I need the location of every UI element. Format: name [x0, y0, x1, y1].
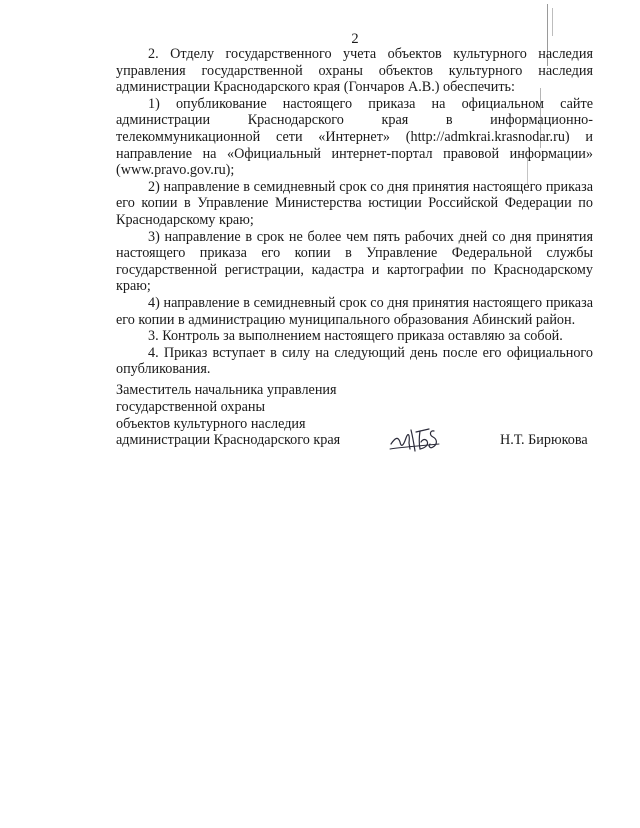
signatory-position-line: администрации Краснодарского края — [116, 432, 341, 449]
signatory-name: Н.Т. Бирюкова — [500, 432, 588, 448]
signatory-position-line: государственной охраны — [116, 398, 266, 415]
paragraph-subitem-1: 1) опубликование настоящего приказа на официальном сайте администрации Краснодарского края в информационно-телекоммуникационной сети «Интернет» (http://admkrai.krasnodar.ru) и направление на «Официальный интернет-портал правовой информации» (www.pravo.gov.ru); — [116, 95, 593, 179]
paragraph-subitem-2: 2) направление в семидневный срок со дня принятия настоящего приказа его копии в Управление Министерства юстиции Российской Федерации по Краснодарскому краю; — [116, 178, 593, 228]
signatory-position-line: Заместитель начальника управления — [116, 382, 337, 398]
paragraph-item-4: 4. Приказ вступает в силу на следующий день после его официального опубликования. — [116, 344, 593, 378]
paragraph-subitem-4: 4) направление в семидневный срок со дня принятия настоящего приказа его копии в администрацию муниципального образования Абинский район. — [116, 294, 593, 328]
paragraph-subitem-3: 3) направление в срок не более чем пять рабочих дней со дня принятия настоящего приказа его копии в Управление Федеральной службы государственной регистрации, кадастра и картографии по Краснодарскому краю; — [116, 228, 593, 295]
paragraph-item-2: 2. Отделу государственного учета объектов культурного наследия управления государственной охраны объектов культурного наследия администрации Краснодарского края (Гончаров А.В.) обеспечить: — [116, 46, 593, 96]
handwritten-signature — [389, 418, 461, 458]
document-body — [116, 46, 593, 378]
paragraph-item-3: 3. Контроль за выполнением настоящего приказа оставляю за собой. — [148, 328, 563, 345]
page-number: 2 — [351, 31, 359, 47]
signatory-position-line: объектов культурного наследия — [116, 415, 306, 432]
signatory-position — [116, 382, 396, 449]
